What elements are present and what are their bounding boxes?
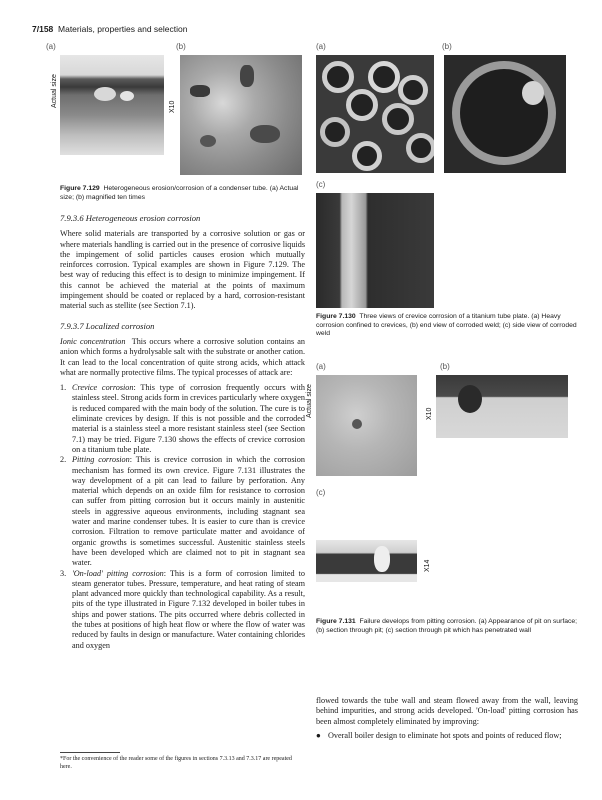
right-column xyxy=(316,696,578,741)
fig131b-photo xyxy=(436,375,568,438)
list-item-number: 1. xyxy=(60,383,67,393)
fig131b-scale: X10 xyxy=(426,407,433,420)
fig130-caption-text: Three views of crevice corrosion of a titanium tube plate. (a) Heavy corrosion confined to crevices, (b) end view of corroded weld; (c) side view of corroded weld xyxy=(316,313,577,338)
right-column-text: flowed towards the tube wall and steam flowed away from the wall, leaving behind impurities, and strong acids developed. 'On-load' pitting corrosion has been almost completely eliminated by improving: xyxy=(316,696,578,726)
section-heading-7937: 7.9.3.7 Localized corrosion xyxy=(60,320,155,331)
bullet-icon: ● xyxy=(316,730,321,740)
left-column xyxy=(60,213,305,651)
fig131c-scale: X14 xyxy=(424,559,431,572)
footnote-rule xyxy=(60,752,120,753)
fig130-label-b: (b) xyxy=(442,42,452,51)
fig129a-photo xyxy=(60,55,164,155)
fig130-caption xyxy=(316,313,578,339)
fig129-caption-text: Heterogeneous erosion/corrosion of a condenser tube. (a) Actual size; (b) magnified ten times xyxy=(60,185,299,201)
list-item-text: : This is a form of corrosion limited to steam generator tubes. Pressure, temperature, and heat rating of steam plant advanced more quickly than technological capability. As a result, pits of the type illustrated in Figure 7.132 developed in boiler tubes in ships and power stations. The pits occurred where debris collected in the tubes at positions of high heat flow or where the flow of water was reduced by faults in design or manufacture. Water containing chlorides and oxygen xyxy=(72,568,306,650)
list-item xyxy=(60,569,305,651)
fig131-label-a: (a) xyxy=(316,362,326,371)
page-number: 7/158 xyxy=(32,24,54,34)
section-7936-text: Where solid materials are transported by a corrosive solution or gas or where materials handling is carried out in the presence of corrosive liquids the impingement of solid particles causes erosion which mutually reinforces corrosion. Typical examples are shown in Figure 7.129. The best way of reducing this effect is to design to minimize impingement. If this cannot be achieved the material at the points of maximum impingement should be coated or replaced by a hard, corrosion-resistant material such as stellite (see Section 7.1). xyxy=(60,229,305,311)
fig131-caption-num: Figure 7.131 xyxy=(316,618,356,625)
list-item xyxy=(60,383,305,455)
fig129a-scale: Actual size xyxy=(51,74,58,108)
fig130a-photo xyxy=(316,55,434,173)
list-item-lead: 'On-load' pitting corrosion xyxy=(72,568,164,578)
fig131a-photo xyxy=(316,375,417,476)
list-item-lead: Crevice corrosion xyxy=(72,383,134,393)
list-item-number: 3. xyxy=(60,568,67,578)
list-item-number: 2. xyxy=(60,455,67,465)
footnote: *For the convenience of the reader some of the figures in sections 7.3.13 and 7.3.17 are repeated here. xyxy=(60,756,292,770)
fig130b-photo xyxy=(444,55,566,173)
running-header xyxy=(32,24,187,34)
fig131-label-b: (b) xyxy=(440,362,450,371)
fig130-label-c: (c) xyxy=(316,180,326,189)
section-heading-7936: 7.9.3.6 Heterogeneous erosion corrosion xyxy=(60,213,201,223)
list-item-text: : This type of corrosion frequently occurs with stainless steel. Strong acids form in crevices particularly where oxygen is reduced compared with the main body of the solution. The cure is to eliminate crevices by design. If this is not possible and the corroded material is a stainless steel a more resistant stainless steel (see Section 7.1) may be tried. Figure 7.130 shows the effects of crevice corrosion on a titanium tube plate. xyxy=(72,383,305,454)
fig129-caption-num: Figure 7.129 xyxy=(60,185,100,192)
fig129b-scale: X10 xyxy=(169,100,176,113)
list-item-lead: Pitting corrosion xyxy=(72,455,130,465)
fig129-label-b: (b) xyxy=(176,42,186,51)
fig131-caption-text: Failure develops from pitting corrosion. (a) Appearance of pit on surface; (b) section through pit; (c) section through pit which has penetrated wall xyxy=(316,618,578,634)
ionic-concentration-text: This occurs where a corrosive solution contains an anion which forms a hydrolysable salt with the substrate or another cation. It can lead to the local concentration of quite strong acids, which attack what are normally protective films. The typical processes of attack are: xyxy=(60,336,306,377)
ionic-concentration-lead: Ionic concentration xyxy=(60,336,126,346)
fig130c-photo xyxy=(316,193,434,308)
fig130-caption-num: Figure 7.130 xyxy=(316,313,356,320)
fig131-label-c: (c) xyxy=(316,488,326,497)
bullet-item xyxy=(316,731,578,741)
fig131-caption xyxy=(316,618,578,635)
header-title: Materials, properties and selection xyxy=(58,24,188,34)
fig129-caption xyxy=(60,185,305,202)
list-item-text: : This is crevice corrosion in which the corrosion mechanism has formed its own crevice. Figure 7.131 illustrates the way development of a pit can lead to failure by perforation. Any material which depends on an oxide film for resistance to corrosion can suffer from pitting corrosion but it occurs mainly in austenitic steels in aggressive aqueous environments, including stagnant sea water and marine condenser tubes. It is easier to cure than is crevice corrosion. Filtration to remove particulate matter and avoidance of organic growths is sometimes successful. Austenitic stainless steels have been developed which are claimed not to pit in stagnant sea water. xyxy=(72,455,305,568)
fig129b-photo xyxy=(180,55,302,175)
list-item xyxy=(60,455,305,568)
fig131c-photo xyxy=(316,540,417,582)
bullet-text: Overall boiler design to eliminate hot spots and points of reduced flow; xyxy=(328,730,562,740)
section-7937-intro xyxy=(60,337,305,378)
fig130-label-a: (a) xyxy=(316,42,326,51)
fig129-label-a: (a) xyxy=(46,42,56,51)
corrosion-types-list xyxy=(60,383,305,651)
fig131a-scale: Actual size xyxy=(306,384,313,418)
